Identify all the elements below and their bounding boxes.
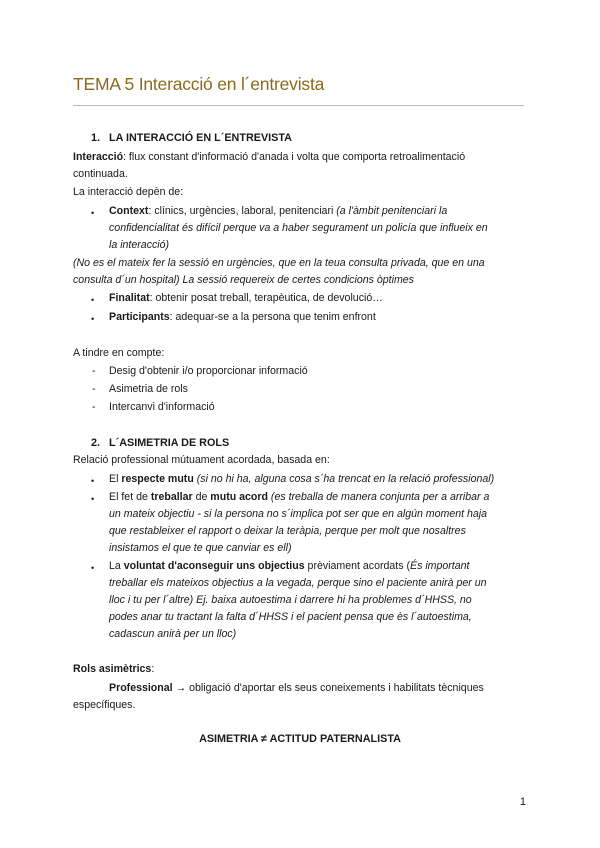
bullet-icon: • [91,295,95,305]
context-term: Context [109,205,149,217]
goals-note: És important [410,560,470,572]
page-number: 1 [519,796,526,808]
closing-statement: ASIMETRIA ≠ ACTITUD PATERNALISTA [199,733,401,745]
dash-marker: - [92,365,96,377]
context-line-1 [109,203,447,220]
professional-line-2: específiques. [73,699,136,711]
bullet-icon: • [91,494,95,504]
asymmetric-roles-colon: : [151,663,155,675]
title-divider [73,105,524,106]
dash-marker: - [92,401,96,413]
work-note: (es treballa de manera conjunta per a arribar a [267,491,490,503]
respect-item [109,471,494,488]
work-note-line-3: que restableixer el rapport o deixar la teràpia, perque per molt que nosaltres [109,525,466,537]
goals-note-line-4: podes anar tu tractant la falta d´HHSS i el pacient pensa que ès l´autoestima, [109,611,472,623]
work-note-line-4: insistamos el que te que canviar es ell) [109,542,292,554]
interaction-definition-text: : flux constant d'informació d'anada i volta que comporta retroalimentació [123,151,466,163]
work-note-line-2: un mateix objectiu - si la persona no s´implica pot ser que en algún moment haja [109,508,488,520]
section-2-number: 2. [91,437,101,449]
section-2-intro: Relació professional mútuament acordada, basada en: [73,454,330,466]
respect-note: (si no hi ha, alguna cosa s´ha trencat en la relació professional) [193,473,495,485]
note-line-2-plain: La sessió requereix de certes condicions òptimes [179,274,414,286]
goals-item-line-1 [109,558,469,575]
respect-term: respecte mutu [121,473,194,485]
section-1-number: 1. [91,132,101,144]
work-item-line-1 [109,489,489,506]
respect-prefix: El [109,473,122,485]
professional-term: Professional [109,682,173,694]
section-2-heading: L´ASIMETRIA DE ROLS [109,437,230,449]
context-note-line-3: la interacció) [109,239,170,251]
finalitat-item [109,290,383,307]
bullet-icon: • [91,476,95,486]
finalitat-text: : obtenir posat treball, terapèutica, de devolució… [149,292,383,304]
goals-term: voluntat d'aconseguir uns objectius [123,560,305,572]
goals-prefix: La [109,560,124,572]
interaction-definition-line-2: continuada. [73,168,128,180]
participants-item [109,309,376,326]
goals-note-line-2: treballar els mateixos objectius a la vegada, perque sino el paciente anirà per un [109,577,487,589]
finalitat-term: Finalitat [109,292,150,304]
bullet-icon: • [91,208,95,218]
agreement-term: mutu acord [210,491,268,503]
dash-item-1: Desig d'obtenir i/o proporcionar informació [109,365,308,377]
professional-text: → obligació d'aportar els seus coneixements i habilitats tècniques [172,682,484,694]
depends-intro: La interacció depèn de: [73,186,184,198]
work-prefix: El fet de [109,491,151,503]
professional-line-1 [109,680,484,697]
participants-text: : adequar-se a la persona que tenim enfront [169,311,376,323]
context-note-line-2: confidencialitat és difícil perque va a haber segurament un policía que influeix en [109,222,488,234]
section-1-heading: LA INTERACCIÓ EN L´ENTREVISTA [109,132,292,144]
note-line-1: (No es el mateix fer la sessió en urgències, que en la teua consulta privada, que en una [73,257,485,269]
dash-item-2: Asimetria de rols [109,383,188,395]
work-term: treballar [150,491,193,503]
bullet-icon: • [91,563,95,573]
work-mid: de [192,491,211,503]
asymmetric-roles-term: Rols asimètrics [73,663,152,675]
interaction-term: Interacció [73,151,124,163]
context-note: (a l'àmbit penitenciari la [336,205,448,217]
note-line-2 [73,272,414,289]
interaction-definition-line-1 [73,149,465,166]
context-text: : clínics, urgències, laboral, penitenciari [148,205,337,217]
dash-item-3: Intercanvi d'informació [109,401,215,413]
goals-note-line-3: lloc i tu per l´altre) Ej. baixa autoestima i darrere hi ha problemes d´HHSS, no [109,594,472,606]
participants-term: Participants [109,311,170,323]
asymmetric-roles-heading [73,661,154,678]
goals-note-line-5: cadascun anirà per un lloc) [109,628,237,640]
goals-text: prèviament acordats ( [304,560,411,572]
dash-marker: - [92,383,96,395]
bullet-icon: • [91,314,95,324]
tindre-heading: A tindre en compte: [73,347,165,359]
page-title: TEMA 5 Interacció en l´entrevista [73,74,325,94]
note-line-2-italic: consulta d´un hospital) [73,274,180,286]
